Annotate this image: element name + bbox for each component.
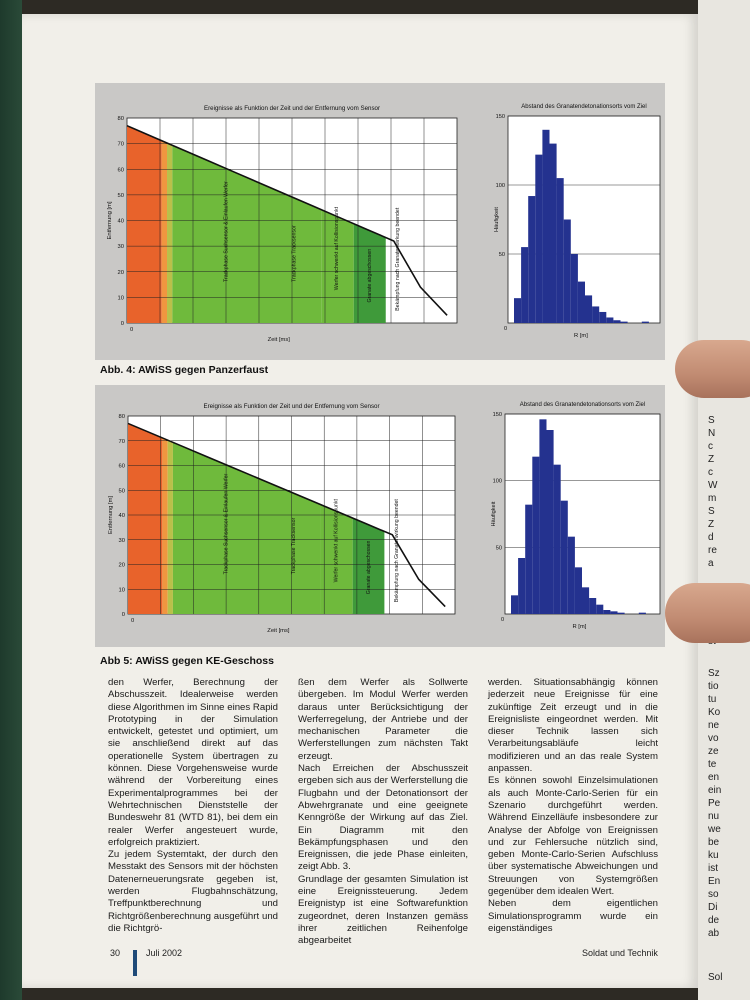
histogram-bar <box>564 220 571 324</box>
histogram-bar <box>578 282 585 323</box>
thumb-top <box>675 340 750 398</box>
histogram-y-tick: 100 <box>495 183 505 189</box>
x-axis-label: Zeit [ms] <box>267 337 290 343</box>
paragraph: Es können sowohl Einzelsimulationen als auch Monte-Carlo-Serien für ein Szenario durchgeführt werden. Während Einzelläufe insbesondere zur Analyse der Abfolge von Ereignissen und zur Fehlersuche nützlich sind, geben Monte-Carlo-Serien Aufschluss über systematische Abweichungen und Streuungen von Systemgrößen gegenüber dem idealen Wert. <box>488 775 658 898</box>
y-tick-label: 0 <box>120 321 124 327</box>
y-tick-label: 80 <box>118 414 125 420</box>
chart-title: Ereignisse als Funktion der Zeit und der Entfernung vom Sensor <box>203 105 381 112</box>
y-tick-label: 70 <box>117 141 124 148</box>
histogram-bar <box>585 295 592 323</box>
y-tick-label: 10 <box>118 587 125 594</box>
paragraph: Neben dem eigentlichen Simulationsprogramm wurde ein eigenständiges <box>488 898 658 934</box>
y-tick-label: 50 <box>117 192 124 199</box>
histogram-bar <box>621 322 628 323</box>
histogram-bar <box>606 317 613 323</box>
y-tick-label: 0 <box>121 612 125 618</box>
y-axis-label: Entfernung [m] <box>107 201 113 240</box>
text-column-2 <box>298 677 468 948</box>
adjacent-page-text-fragment: ein <box>708 785 722 796</box>
histogram-bar <box>592 306 599 323</box>
adjacent-page-text-fragment: Ko <box>708 707 721 718</box>
adjacent-page-text-fragment: ab <box>708 928 720 939</box>
y-tick-label: 40 <box>117 218 124 225</box>
paragraph: werden. Situationsabhängig können jederzeit neue Ereignisse für eine zukünftige Zeit erzeugt und in die Ereignisliste eingeordnet werden. Mit dieser Technik lassen sich Verarbeitungsabläufe leicht modifizieren und an das reale System anpassen. <box>488 677 658 775</box>
histogram-bar <box>528 196 535 323</box>
figure-4-graphics <box>95 83 665 360</box>
adjacent-page-text-fragment: ze <box>708 746 719 757</box>
histogram-y-tick: 100 <box>492 478 502 485</box>
histogram-bar <box>557 178 564 323</box>
paragraph: Zu jedem Systemtakt, der durch den Messtakt des Sensors mit der höchsten Datenerneuerungsrate gegeben ist, werden Flugbahnschätzung, Treffpunktberechnung und Richtgrößenberechnung ausgeführt und die Richtgrö- <box>108 849 278 934</box>
histogram-bar <box>518 558 525 614</box>
text-column-3 <box>488 677 658 935</box>
y-tick-label: 10 <box>117 295 124 302</box>
binder-edge <box>0 0 22 1000</box>
histogram-bar <box>532 457 539 614</box>
histogram-bar <box>535 155 542 323</box>
adjacent-page-text-fragment: te <box>708 759 717 770</box>
histogram-bar <box>521 247 528 323</box>
histogram-x-label: R [m] <box>572 624 587 630</box>
histogram-x-origin: 0 <box>501 617 505 623</box>
phase-region <box>162 141 167 323</box>
histogram-bar <box>550 144 557 323</box>
figure-4-caption: Abb. 4: AWiSS gegen Panzerfaust <box>100 364 269 376</box>
phase-label: Bekämpfung nach Granatenwirkung beendet <box>395 207 402 311</box>
adjacent-page-text-fragment: de <box>708 915 720 926</box>
histogram-bar <box>561 501 568 614</box>
phase-label: Trackphase Tracksensor <box>291 225 298 282</box>
adjacent-page-text-fragment: En <box>708 876 721 887</box>
y-tick-label: 60 <box>118 463 125 470</box>
paragraph: ßen dem Werfer als Sollwerte übergeben. Im Modul Werfer werden daraus unter Berücksichtigung der Werferregelung, der Antriebe und der mechanischen Parameter die Werferstellungen zum nächsten Takt erzeugt. <box>298 677 468 762</box>
histogram-bar <box>642 322 649 323</box>
y-tick-label: 60 <box>117 167 124 174</box>
adjacent-page-text-fragment: en <box>708 772 720 783</box>
figure-5-caption: Abb 5: AWiSS gegen KE-Geschoss <box>100 655 274 667</box>
y-tick-label: 30 <box>117 244 124 251</box>
histogram-x-label: R [m] <box>574 333 588 339</box>
x-axis-label: Zeit [ms] <box>267 628 290 634</box>
adjacent-page-text-fragment: Di <box>708 902 718 913</box>
thumb-bottom <box>665 583 750 643</box>
figure-4 <box>95 83 665 360</box>
histogram-bar <box>618 613 625 614</box>
adjacent-page-text-fragment: so <box>708 889 719 900</box>
figure-5-graphics <box>95 385 665 647</box>
histogram-bar <box>514 298 521 323</box>
adjacent-page-text-fragment: c <box>708 467 713 478</box>
adjacent-page-text-fragment: be <box>708 837 720 848</box>
paragraph: den Werfer, Berechnung der Abschusszeit. Idealerweise werden diese Algorithmen im Sinne eines Rapid Prototyping in der Simulation entwickelt, getestet und optimiert, um sie anschließend direkt auf das operationelle System übertragen zu können. Diese Vorgehensweise wurde während der Vorbereitung eines Experimentalprogrammes bei der Wehrtechnischen Dienststelle der Bundeswehr 81 (WTD 81), bei dem ein realer Werfer angesteuert wurde, erfolgreich praktiziert. <box>108 677 278 848</box>
x-tick-label: 0 <box>131 618 135 624</box>
adjacent-page-text-fragment: vo <box>708 733 719 744</box>
phase-label: Granate abgeschossen <box>365 540 372 595</box>
phase-label: Trackphase Suchsensor & Einlaufen Werfer <box>223 181 230 282</box>
adjacent-page-text-fragment: ist <box>708 863 718 874</box>
x-tick-label: 0 <box>130 327 134 333</box>
phase-label: Bekämpfung nach Granatenwirkung beendet <box>393 499 400 603</box>
adjacent-page-text-fragment: ku <box>708 850 719 861</box>
histogram-y-label: Häufigkeit <box>491 501 497 527</box>
histogram-bar <box>610 611 617 614</box>
histogram-bar <box>542 130 549 323</box>
y-tick-label: 50 <box>118 488 125 495</box>
adjacent-page-text-fragment: N <box>708 428 716 439</box>
adjacent-page-text-fragment: a <box>708 558 714 569</box>
phase-region <box>127 126 162 323</box>
histogram-bar <box>613 320 620 323</box>
adjacent-page-text-fragment: we <box>708 824 721 835</box>
histogram-bar <box>639 613 646 614</box>
adjacent-page-text-fragment: ne <box>708 720 720 731</box>
text-column-1 <box>108 677 278 935</box>
histogram-y-tick: 50 <box>495 545 502 552</box>
histogram-y-tick: 150 <box>495 114 505 120</box>
paragraph: Grundlage der gesamten Simulation ist eine Ereignissteuerung. Jedem Ereignistyp ist eine Softwarefunktion zugeordnet, deren Instanzen gemäss ihrer zeitlichen Reihenfolge abgearbeitet <box>298 873 468 947</box>
histogram-bar <box>525 505 532 614</box>
adjacent-page-text-fragment: tio <box>708 681 719 692</box>
y-tick-label: 70 <box>118 438 125 445</box>
histogram-y-label: Häufigkeit <box>494 207 500 232</box>
y-axis-label: Entfernung [m] <box>108 495 114 535</box>
chart-title: Ereignisse als Funktion der Zeit und der Entfernung vom Sensor <box>203 403 380 410</box>
y-tick-label: 20 <box>118 562 125 569</box>
adjacent-page-edge <box>698 0 750 1000</box>
adjacent-page-text-fragment: Sol <box>708 972 723 983</box>
histogram-bar <box>539 419 546 614</box>
phase-region <box>167 143 172 323</box>
phase-label: Werfer schwenkt auf Kollisionspunkt <box>333 499 340 583</box>
histogram-y-tick: 50 <box>498 252 505 258</box>
phase-label: Werfer schwenkt auf Kollisionspunkt <box>334 206 341 291</box>
histogram-x-origin: 0 <box>504 326 508 332</box>
adjacent-page-text-fragment: tu <box>708 694 717 705</box>
issue-date: Juli 2002 <box>146 948 183 958</box>
phase-label: Trackphase Suchsensor & Einlaufen Werfer <box>223 473 230 575</box>
y-tick-label: 80 <box>117 116 124 122</box>
histogram-bar <box>571 254 578 323</box>
adjacent-page-text-fragment: Pe <box>708 798 721 809</box>
magazine-name: Soldat und Technik <box>582 948 658 958</box>
adjacent-page-text-fragment: W <box>708 480 718 491</box>
adjacent-page-text-fragment: re <box>708 545 717 556</box>
phase-region <box>128 423 162 614</box>
figure-5 <box>95 385 665 647</box>
adjacent-page-text-fragment: Z <box>708 519 715 530</box>
phase-label: Trackphase Tracksensor <box>290 517 297 575</box>
phase-region <box>168 440 173 614</box>
histogram-title: Abstand des Granatendetonationsorts vom Ziel <box>521 104 647 110</box>
histogram-bar <box>603 610 610 614</box>
histogram-bar <box>575 567 582 614</box>
histogram-bar <box>547 430 554 614</box>
histogram-bar <box>511 595 518 614</box>
histogram-bar <box>582 587 589 614</box>
histogram-bar <box>596 605 603 614</box>
phase-region <box>162 438 167 614</box>
histogram-bar <box>568 537 575 614</box>
histogram-bar <box>599 312 606 323</box>
y-tick-label: 40 <box>118 513 125 519</box>
histogram-bar <box>589 598 596 614</box>
adjacent-page-text-fragment: d <box>708 532 714 543</box>
adjacent-page-text-fragment: S <box>708 506 715 517</box>
page-number: 30 <box>110 948 121 958</box>
histogram-title: Abstand des Granatendetonationsorts vom Ziel <box>519 402 646 408</box>
histogram-bar <box>554 465 561 614</box>
histogram-y-tick: 150 <box>492 412 502 418</box>
adjacent-page-text-fragment: nu <box>708 811 720 822</box>
footer-accent-bar <box>133 950 137 976</box>
y-tick-label: 20 <box>117 269 124 276</box>
adjacent-page-text-fragment: c <box>708 441 713 452</box>
adjacent-page-text-fragment: Z <box>708 454 715 465</box>
adjacent-page-text-fragment: Sz <box>708 668 720 679</box>
phase-label: Granate abgeschossen <box>367 248 374 303</box>
adjacent-page-text-fragment: m <box>708 493 717 504</box>
y-tick-label: 30 <box>118 537 125 544</box>
paragraph: Nach Erreichen der Abschusszeit ergeben sich aus der Werferstellung die Flugbahn und der Detonationsort der Abwehrgranate und eine geeignete Kenngröße der Wirkung auf das Ziel. Ein Diagramm mit den Bekämpfungsphasen und den Ereignissen, die jede Phase einleiten, zeigt Abb. 3. <box>298 763 468 873</box>
adjacent-page-text-fragment: S <box>708 415 715 426</box>
